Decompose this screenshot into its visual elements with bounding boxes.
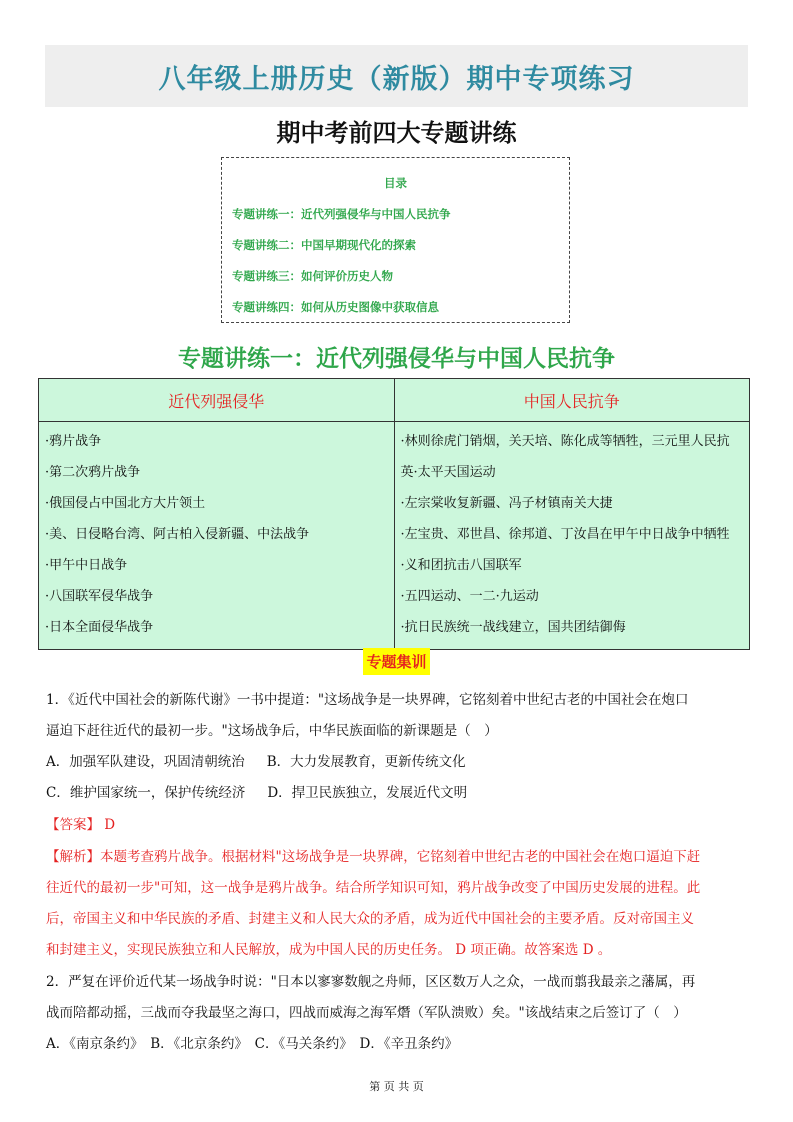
list-item: 英·太平天国运动 bbox=[400, 465, 496, 480]
document-title: 八年级上册历史（新版）期中专项练习 bbox=[158, 63, 635, 95]
q1-analysis-line-4: 和封建主义，实现民族独立和人民解放，成为中国人民的历史任务。 D 项正确。故答案选 D 。 bbox=[46, 942, 612, 958]
page-footer: 第 页 共 页 bbox=[369, 1080, 424, 1093]
q1-analysis-line-1 bbox=[46, 845, 700, 865]
q2-options[interactable]: A．《南京条约》 B．《北京条约》 C．《马关条约》 D．《辛丑条约》 bbox=[46, 1036, 459, 1052]
q1-analysis-line-3: 后，帝国主义和中华民族的矛盾、封建主义和人民大众的矛盾，成为近代中国社会的主要矛盾。反对帝国主义 bbox=[46, 911, 694, 927]
answer-label: 【答案】 bbox=[46, 817, 100, 833]
table-of-contents bbox=[221, 157, 570, 323]
comparison-table bbox=[38, 378, 750, 650]
list-item: ·美、日侵略台湾、阿古柏入侵新疆、中法战争 bbox=[45, 527, 310, 542]
q1-answer bbox=[46, 813, 115, 833]
list-item: ·林则徐虎门销烟，关天培、陈化成等牺牲，三元里人民抗 bbox=[400, 434, 730, 449]
q2-stem-line-1: 2．严复在评价近代某一场战争时说："日本以寥寥数舰之舟师，区区数万人之众，一战而翦我最亲之藩属，再 bbox=[46, 974, 696, 990]
table-header-invasion: 近代列强侵华 bbox=[39, 379, 395, 422]
table-header-resistance: 中国人民抗争 bbox=[394, 379, 750, 422]
toc-title: 目录 bbox=[384, 176, 407, 190]
list-item: ·日本全面侵华战争 bbox=[45, 620, 154, 635]
q1-options-cd bbox=[46, 781, 467, 801]
q1-option-d[interactable]: D．捍卫民族独立，发展近代文明 bbox=[267, 785, 468, 801]
q1-option-b[interactable]: B．大力发展教育，更新传统文化 bbox=[266, 754, 466, 770]
analysis-text: 本题考查鸦片战争。根据材料"这场战争是一块界碑，它铭刻着中世纪古老的中国社会在炮口逼迫下赶 bbox=[100, 849, 701, 865]
list-item: ·甲午中日战争 bbox=[45, 558, 128, 573]
list-item: ·左宝贵、邓世昌、徐邦道、丁汝昌在甲午中日战争中牺牲 bbox=[400, 527, 730, 542]
section-title: 专题讲练一：近代列强侵华与中国人民抗争 bbox=[178, 346, 615, 372]
list-item: ·第二次鸦片战争 bbox=[45, 465, 141, 480]
toc-item-1[interactable]: 专题讲练一：近代列强侵华与中国人民抗争 bbox=[232, 207, 451, 221]
list-item: ·左宗棠收复新疆、冯子材镇南关大捷 bbox=[400, 496, 613, 511]
answer-value: D bbox=[104, 817, 116, 833]
analysis-label: 【解析】 bbox=[46, 849, 100, 865]
resistance-cell bbox=[394, 422, 750, 650]
header-banner bbox=[45, 45, 748, 107]
q1-option-c[interactable]: C．维护国家统一，保护传统经济 bbox=[46, 785, 246, 801]
invasion-cell bbox=[39, 422, 395, 650]
list-item: ·八国联军侵华战争 bbox=[45, 589, 154, 604]
table-header-row bbox=[39, 379, 750, 422]
list-item: ·鸦片战争 bbox=[45, 434, 102, 449]
q1-analysis-line-2: 往近代的最初一步"可知，这一战争是鸦片战争。结合所学知识可知，鸦片战争改变了中国历史发展的进程。此 bbox=[46, 880, 701, 896]
list-item: ·五四运动、一二·九运动 bbox=[400, 589, 539, 604]
q1-stem-line-1: 1．《近代中国社会的新陈代谢》一书中提道："这场战争是一块界碑，它铭刻着中世纪古老的中国社会在炮口 bbox=[46, 692, 689, 708]
q2-stem-line-2: 战而陪都动摇，三战而夺我最坚之海口，四战而威海之海军熸（军队溃败）矣。"该战结束之后签订了（ ） bbox=[46, 1005, 687, 1021]
document-subtitle: 期中考前四大专题讲练 bbox=[276, 119, 517, 147]
list-item: ·俄国侵占中国北方大片领土 bbox=[45, 496, 206, 511]
list-item: ·抗日民族统一战线建立，国共团结御侮 bbox=[400, 620, 626, 635]
toc-item-3[interactable]: 专题讲练三：如何评价历史人物 bbox=[232, 269, 393, 283]
toc-item-4[interactable]: 专题讲练四：如何从历史图像中获取信息 bbox=[232, 300, 439, 314]
q1-option-a[interactable]: A．加强军队建设，巩固清朝统治 bbox=[46, 754, 245, 770]
practice-badge-wrap bbox=[0, 648, 793, 675]
practice-badge: 专题集训 bbox=[363, 648, 429, 675]
q1-options-ab bbox=[46, 750, 466, 770]
table-row bbox=[39, 422, 750, 650]
q1-stem-line-2: 逼迫下赶往近代的最初一步。"这场战争后，中华民族面临的新课题是（ ） bbox=[46, 723, 498, 739]
list-item: ·义和团抗击八国联军 bbox=[400, 558, 522, 573]
toc-item-2[interactable]: 专题讲练二：中国早期现代化的探索 bbox=[232, 238, 416, 252]
